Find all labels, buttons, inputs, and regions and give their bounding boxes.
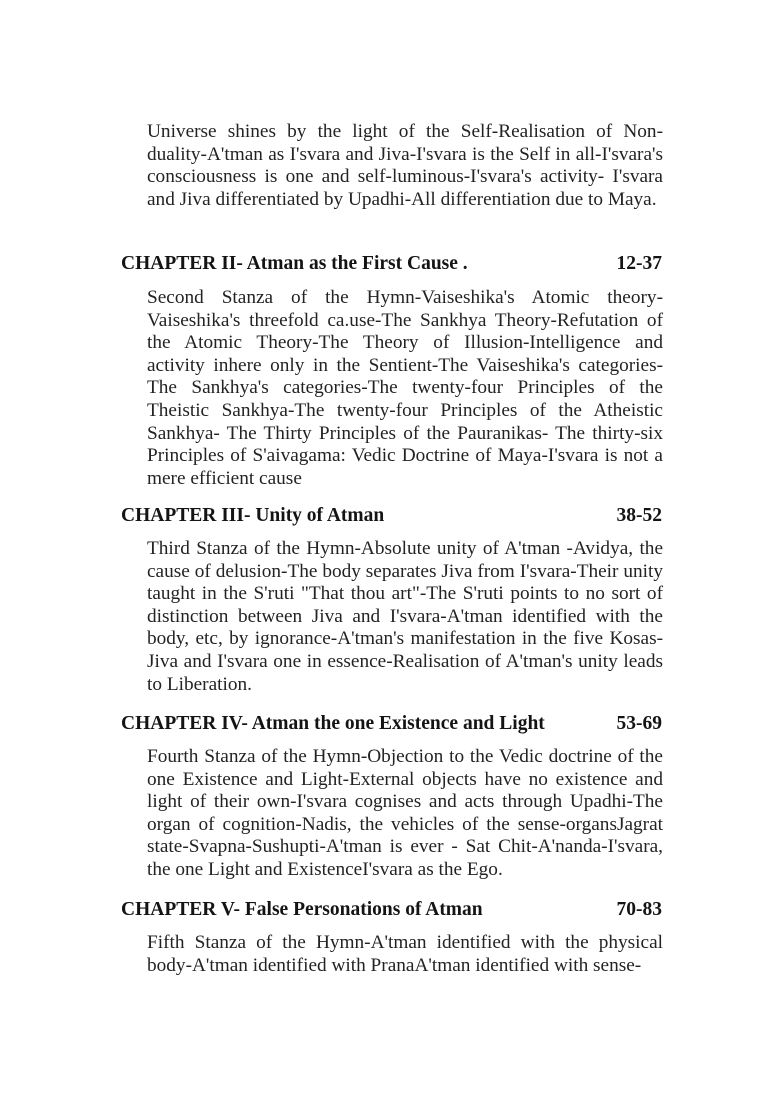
chapter-2-summary: Second Stanza of the Hymn-Vaiseshika's Atomic theory-Vaiseshika's threefold ca.use-The Sankhya Theory-Refutation of the Atomic Theory-The Theory of Illusion-Intelligence and activity inhere only in the Sentient-The Vaiseshika's categories-The Sankhya's categories-The twenty-four Principles of the Theistic Sankhya-The twenty-four Principles of the Atheistic Sankhya- The Thirty Principles of the Pauranikas- The thirty-six Principles of S'aivagama: Vedic Doctrine of Maya-I'svara is not a mere efficient cause <box>147 287 663 489</box>
chapter-5-title: CHAPTER V- False Personations of Atman <box>121 899 483 920</box>
chapter-3-title: CHAPTER III- Unity of Atman <box>121 505 385 526</box>
chapter-2-title: CHAPTER II- Atman as the First Cause . <box>121 253 468 274</box>
chapter-3-pages: 38-52 <box>616 505 662 526</box>
chapter-4-title: CHAPTER IV- Atman the one Existence and Light <box>121 713 545 734</box>
chapter-5-heading <box>121 899 662 925</box>
chapter-5-pages: 70-83 <box>616 899 662 920</box>
chapter-2-heading <box>121 253 662 279</box>
intro-paragraph: Universe shines by the light of the Self-Realisation of Non-duality-A'tman as I'svara and Jiva-I'svara is the Self in all-I'svara's consciousness is one and self-luminous-I'svara's activity- I'svara and Jiva differentiated by Upadhi-All differentiation due to Maya. <box>147 121 663 210</box>
chapter-2-pages: 12-37 <box>616 253 662 274</box>
chapter-3-summary: Third Stanza of the Hymn-Absolute unity of A'tman -Avidya, the cause of delusion-The body separates Jiva from I'svara-Their unity taught in the S'ruti "That thou art"-The S'ruti points to no sort of distinction between Jiva and I'svara-A'tman identified with the body, etc, by ignorance-A'tman's manifestation in the five Kosas-Jiva and I'svara one in essence-Realisation of A'tman's unity leads to Liberation. <box>147 538 663 695</box>
chapter-4-heading <box>121 713 662 739</box>
chapter-4-pages: 53-69 <box>616 713 662 734</box>
chapter-3-heading <box>121 505 662 531</box>
chapter-5-summary: Fifth Stanza of the Hymn-A'tman identified with the physical body-A'tman identified with PranaA'tman identified with sense- <box>147 932 663 976</box>
chapter-4-summary: Fourth Stanza of the Hymn-Objection to the Vedic doctrine of the one Existence and Light-External objects have no existence and light of their own-I'svara cognises and acts through Upadhi-The organ of cognition-Nadis, the vehicles of the sense-organsJagrat state-Svapna-Sushupti-A'tman is ever - Sat Chit-A'nanda-I'svara, the one Light and ExistenceI'svara as the Ego. <box>147 746 663 880</box>
